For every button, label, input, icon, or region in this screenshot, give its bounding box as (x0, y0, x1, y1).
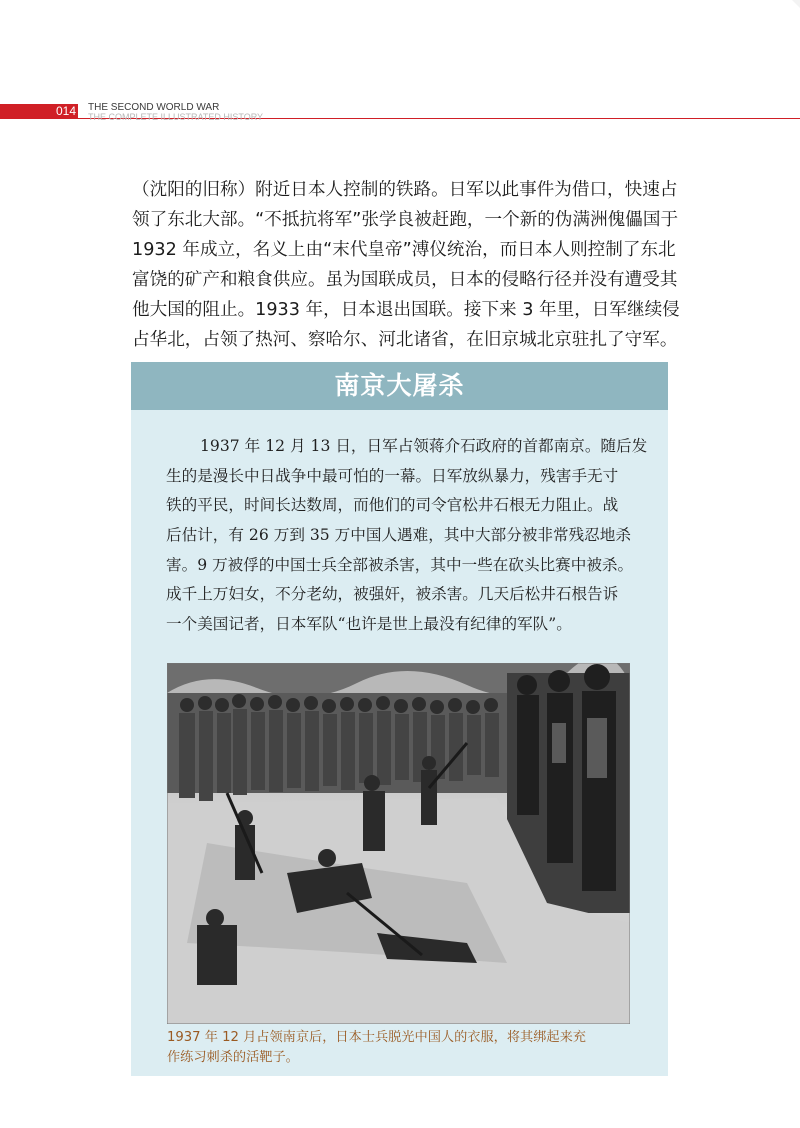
caption-line: 作练习刺杀的活靶子。 (167, 1050, 299, 1065)
historical-photo (167, 663, 630, 1024)
body-line: 他大国的阻止。1933 年，日本退出国联。接下来 3 年里，日军继续侵 (132, 300, 680, 320)
series-subtitle: THE COMPLETE ILLUSTRATED HISTORY (88, 112, 264, 122)
photo-illustration (167, 663, 630, 1024)
sidebar-line: 1937 年 12 月 13 日，日军占领蒋介石政府的首都南京。随后发 (200, 437, 648, 455)
sidebar-line: 生的是漫长中日战争中最可怕的一幕。日军放纵暴力，残害手无寸 (166, 466, 619, 485)
body-line: 1932 年成立，名义上由“末代皇帝”溥仪统治，而日本人则控制了东北 (132, 240, 676, 260)
sidebar-line: 一个美国记者，日本军队“也许是世上最没有纪律的军队”。 (166, 615, 572, 634)
page-corner-mark (792, 0, 800, 8)
sidebar-paragraph (166, 432, 648, 640)
body-paragraph (132, 175, 680, 355)
body-line: 领了东北大部。“不抵抗将军”张学良被赶跑，一个新的伪满洲傀儡国于 (132, 210, 679, 230)
sidebar-line: 后估计，有 26 万到 35 万中国人遇难，其中大部分被非常残忍地杀 (166, 526, 631, 545)
body-line: 富饶的矿产和粮食供应。虽为国联成员，日本的侵略行径并没有遭受其 (132, 270, 678, 290)
sidebar-line: 铁的平民，时间长达数周，而他们的司令官松井石根无力阻止。战 (166, 496, 619, 515)
sidebar-header (131, 362, 668, 410)
sidebar-title: 南京大屠杀 (334, 371, 465, 400)
series-title: THE SECOND WORLD WAR (88, 102, 220, 113)
photo-caption (167, 1028, 637, 1068)
sidebar-line: 害。9 万被俘的中国士兵全部被杀害，其中一些在砍头比赛中被杀。 (166, 555, 634, 574)
caption-line: 1937 年 12 月占领南京后，日本士兵脱光中国人的衣服，将其绑起来充 (167, 1030, 586, 1045)
body-line: 占华北，占领了热河、察哈尔、河北诸省，在旧京城北京驻扎了守军。 (132, 330, 678, 350)
sidebar-line: 成千上万妇女，不分老幼，被强奸，被杀害。几天后松井石根告诉 (166, 585, 619, 604)
body-line: （沈阳的旧称）附近日本人控制的铁路。日军以此事件为借口，快速占 (132, 180, 678, 200)
page-number: 014 (55, 104, 76, 118)
